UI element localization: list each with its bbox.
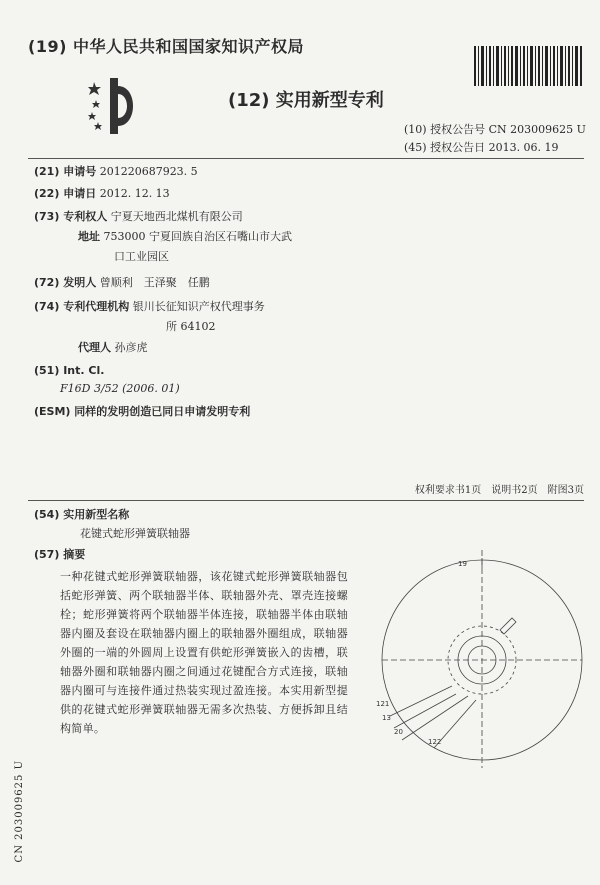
coupling-figure: [372, 548, 592, 768]
field-label: (21) 申请号: [34, 165, 97, 178]
field-label: (ESM) 同样的发明创造已同日申请发明专利: [34, 405, 251, 418]
field-value: 孙彦虎: [114, 341, 148, 354]
field-value: 753000 宁夏回族自治区石嘴山市大武: [103, 230, 292, 243]
abstract-section-label: (57) 摘要: [34, 548, 86, 561]
field-value: 201220687923. 5: [99, 165, 198, 178]
field-label: (73) 专利权人: [34, 210, 108, 223]
page-count-info: 权利要求书1页 说明书2页 附图3页: [414, 485, 584, 496]
document-type: (12) 实用新型专利: [228, 90, 384, 111]
field-value: 宁夏天地西北煤机有限公司: [110, 210, 243, 223]
field-label: (74) 专利代理机构: [34, 300, 130, 313]
side-patent-number: CN 203009625 U: [14, 760, 25, 863]
field-inventors: [34, 274, 210, 292]
field-label: 地址: [78, 230, 100, 243]
abstract-text: 一种花键式蛇形弹簧联轴器，该花键式蛇形弹簧联轴器包括蛇形弹簧、两个联轴器半体、联轴器外壳、罩壳连接螺栓；蛇形弹簧将两个联轴器半体连接，联轴器半体由联轴器内圈及套设在联轴器内圈上的联轴器外圈组成，联轴器外圈的一端的外圆周上设置有供蛇形弹簧嵌入的齿槽，联轴器外圈和联轴器内圈之间通过花键配合方式连接，联轴器内圈可与连接件通过热装实现过盈连接。本实用新型提供的花键式蛇形弹簧联轴器无需多次热装、方便拆卸且结构简单。: [60, 570, 348, 735]
field-label: (72) 发明人: [34, 276, 97, 289]
field-patentee: [34, 208, 243, 226]
office-name: (19) 中华人民共和国国家知识产权局: [28, 37, 304, 56]
publication-number: (10) 授权公告号 CN 203009625 U: [404, 123, 586, 136]
publication-date: (45) 授权公告日 2013. 06. 19: [404, 141, 559, 154]
field-application-date: [34, 185, 170, 203]
field-application-number: [34, 163, 198, 181]
figure-label-top: 19: [458, 560, 467, 568]
section-divider: [28, 500, 584, 501]
figure-label-122: 122: [428, 738, 442, 746]
figure-label-121: 121: [376, 700, 390, 708]
field-address: [78, 228, 292, 246]
field-int-cl: [34, 362, 104, 380]
field-agency: [34, 298, 265, 316]
header-divider: [28, 158, 584, 159]
field-agent: [78, 339, 148, 357]
barcode-icon: [474, 46, 584, 86]
utility-model-title: 花键式蛇形弹簧联轴器: [80, 527, 190, 540]
field-label: (51) Int. Cl.: [34, 364, 105, 377]
figure-label-20: 20: [394, 728, 403, 736]
field-value: 2012. 12. 13: [99, 187, 170, 200]
field-int-cl-value: F16D 3/52 (2006. 01): [60, 382, 180, 395]
field-address-line2: 口工业园区: [114, 250, 169, 263]
field-label: 代理人: [78, 341, 111, 354]
field-label: (22) 申请日: [34, 187, 97, 200]
field-value: 曾顺利 王泽聚 任鹏: [99, 276, 210, 289]
title-section-label: (54) 实用新型名称: [34, 508, 130, 521]
field-value: 银川长征知识产权代理事务: [132, 300, 265, 313]
field-esm: [34, 403, 250, 421]
figure-label-13: 13: [382, 714, 391, 722]
field-agency-line2: 所 64102: [166, 320, 216, 333]
sipo-emblem-icon: [88, 72, 140, 142]
